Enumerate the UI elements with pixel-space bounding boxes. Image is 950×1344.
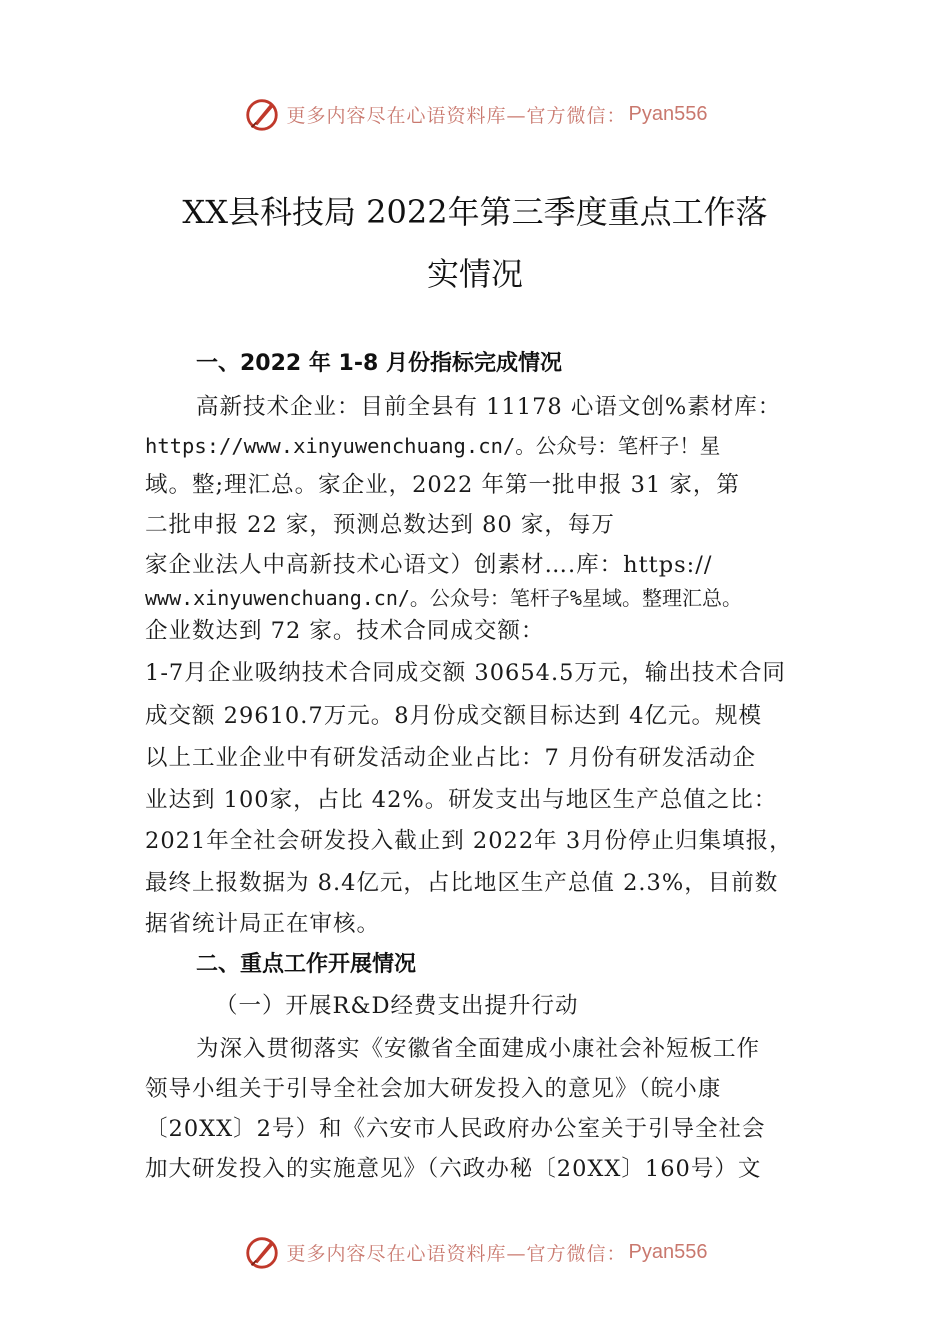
paragraph-line: 最终上报数据为 8.4亿元，占比地区生产总值 2.3%，目前数 xyxy=(145,870,779,896)
watermark-text: 更多内容尽在心语资料库—官方微信： xyxy=(286,104,627,127)
document-title-line-2: 实情况 xyxy=(426,255,523,293)
paragraph-line: 以上工业企业中有研发活动企业占比：7 月份有研发活动企 xyxy=(145,745,756,771)
section-heading-2: 二、重点工作开展情况 xyxy=(196,952,417,977)
paragraph-line: www.xinyuwenchuang.cn/。公众号：笔杆子%星域。整理汇总。 xyxy=(145,586,742,610)
paragraph-line: 〔20XX〕2号）和《六安市人民政府办公室关于引导全社会 xyxy=(145,1116,766,1142)
watermark-banner-bottom xyxy=(0,1232,950,1272)
paragraph-line: 领导小组关于引导全社会加大研发投入的意见》（皖小康 xyxy=(145,1076,722,1102)
watermark-banner-top xyxy=(0,94,950,134)
paragraph-line: 加大研发投入的实施意见》（六政办秘〔20XX〕160号）文 xyxy=(145,1156,762,1182)
quill-pen-logo-icon xyxy=(243,1233,281,1271)
watermark-wechat-id: Pyan556 xyxy=(628,1240,708,1263)
paragraph-line: 高新技术企业：目前全县有 11178 心语文创%素材库： xyxy=(196,394,782,420)
paragraph-line: 成交额 29610.7万元。8月份成交额目标达到 4亿元。规模 xyxy=(145,703,762,729)
paragraph-line: 企业数达到 72 家。技术合同成交额： xyxy=(145,618,545,644)
paragraph-line: 据省统计局正在审核。 xyxy=(145,911,381,937)
paragraph-line: 域。整;理汇总。家企业，2022 年第一批申报 31 家，第 xyxy=(145,472,740,498)
watermark-wechat-id: Pyan556 xyxy=(628,102,708,125)
section-heading-1: 一、2022 年 1-8 月份指标完成情况 xyxy=(196,351,562,376)
paragraph-line: 2021年全社会研发投入截止到 2022年 3月份停止归集填报， xyxy=(145,828,793,854)
subsection-heading: （一）开展R&D经费支出提升行动 xyxy=(215,993,579,1019)
paragraph-line: 家企业法人中高新技术心语文）创素材….库：https:// xyxy=(145,552,713,578)
document-title-line-1: XX县科技局 2022年第三季度重点工作落 xyxy=(182,193,768,231)
paragraph-line: https://www.xinyuwenchuang.cn/。公众号：笔杆子！星 xyxy=(145,434,721,458)
paragraph-line: 二批申报 22 家，预测总数达到 80 家，每万 xyxy=(145,512,615,538)
paragraph-line: 为深入贯彻落实《安徽省全面建成小康社会补短板工作 xyxy=(196,1036,761,1062)
quill-pen-logo-icon xyxy=(243,95,281,133)
paragraph-line: 1-7月企业吸纳技术合同成交额 30654.5万元，输出技术合同 xyxy=(145,660,786,686)
watermark-text: 更多内容尽在心语资料库—官方微信： xyxy=(286,1242,627,1265)
paragraph-line: 业达到 100家，占比 42%。研发支出与地区生产总值之比： xyxy=(145,787,778,813)
